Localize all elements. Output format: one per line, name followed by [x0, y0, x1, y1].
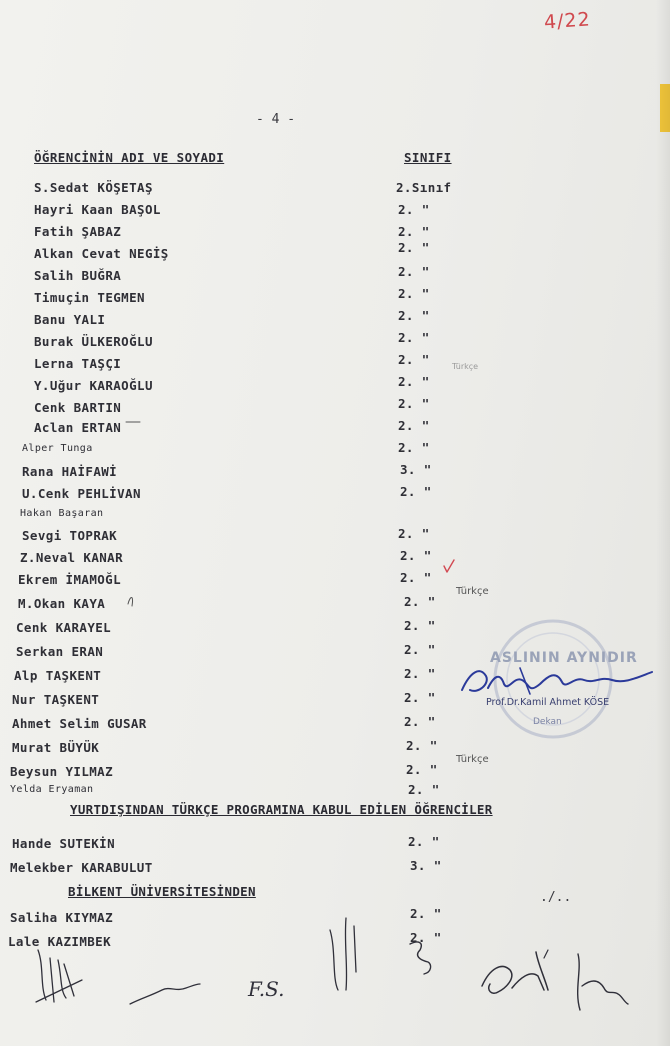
student-class: 2. "	[398, 264, 430, 279]
student-name: Hande SUTEKİN	[12, 836, 116, 851]
student-class: 2. "	[398, 396, 430, 411]
student-class: 2.Sınıf	[396, 180, 452, 195]
student-class: 2. "	[404, 666, 436, 681]
student-name: Murat BÜYÜK	[12, 740, 100, 755]
signature-4	[410, 942, 431, 974]
student-name: Alkan Cevat NEGİŞ	[34, 246, 169, 261]
stamp-text-title: Dekan	[533, 717, 562, 727]
student-name: Nur TAŞKENT	[12, 692, 100, 707]
page-number: - 4 -	[256, 112, 296, 127]
signature-6	[578, 954, 628, 1010]
student-name: Salih BUĞRA	[34, 268, 122, 283]
header-student-name: ÖĞRENCİNİN ADI VE SOYADI	[34, 150, 225, 165]
signature-2	[130, 984, 200, 1004]
student-name: Fatih ŞABAZ	[34, 224, 122, 239]
student-class: 2. "	[406, 738, 438, 753]
student-class: 2. "	[400, 548, 432, 563]
student-class: 2. "	[410, 930, 442, 945]
student-name: Ahmet Selim GUSAR	[12, 716, 147, 731]
section-title-bilkent: BİLKENT ÜNİVERSİTESİNDEN	[68, 884, 256, 899]
student-class: 2. "	[398, 224, 430, 239]
student-name: S.Sedat KÖŞETAŞ	[34, 180, 153, 195]
student-class: 2. "	[398, 374, 430, 389]
student-class: 3. "	[400, 462, 432, 477]
student-class: 2. "	[398, 308, 430, 323]
student-class: 3. "	[410, 858, 442, 873]
signature-3	[330, 918, 356, 990]
student-name: Banu YALI	[34, 312, 106, 327]
student-name: Alper Tunga	[22, 443, 93, 454]
student-name: Alp TAŞKENT	[14, 668, 102, 683]
student-class: 2. "	[408, 782, 440, 797]
student-class: 2. "	[398, 526, 430, 541]
student-class: 2. "	[406, 762, 438, 777]
student-name: Serkan ERAN	[16, 644, 104, 659]
student-class: 2. "	[398, 352, 430, 367]
student-note: Türkçe	[452, 362, 479, 371]
student-class: 2. "	[398, 240, 430, 255]
red-check-mark	[444, 560, 454, 572]
student-class: 2. "	[400, 570, 432, 585]
student-class: 2. "	[400, 484, 432, 499]
student-name: Cenk BARTIN	[34, 400, 122, 415]
student-class: 2. "	[404, 714, 436, 729]
signature-5	[482, 952, 548, 993]
header-class: SINIFI	[404, 150, 452, 165]
student-class: 2. "	[410, 906, 442, 921]
student-name: Lerna TAŞÇI	[34, 356, 122, 371]
student-name: Lale KAZIMBEK	[8, 934, 112, 949]
student-class: 2. "	[398, 418, 430, 433]
student-name: Hakan Başaran	[20, 508, 104, 519]
student-note: Türkçe	[456, 586, 489, 597]
student-class: 2. "	[398, 286, 430, 301]
continuation-mark: ./..	[540, 890, 572, 905]
student-name: Aclan ERTAN	[34, 420, 122, 435]
reference-mark: 4/22	[543, 8, 592, 34]
stamp-text-true-copy: ASLININ AYNIDIR	[490, 650, 638, 666]
student-name: Hayri Kaan BAŞOL	[34, 202, 161, 217]
bottom-initials: F.S.	[248, 977, 285, 1001]
student-class: 2. "	[404, 690, 436, 705]
student-note: Türkçe	[456, 754, 489, 765]
section-title-abroad: YURTDIŞINDAN TÜRKÇE PROGRAMINA KABUL EDİLEN ÖĞRENCİLER	[70, 802, 493, 817]
student-class: 2. "	[408, 834, 440, 849]
student-class: 2. "	[404, 594, 436, 609]
student-name: Z.Neval KANAR	[20, 550, 124, 565]
student-name: Cenk KARAYEL	[16, 620, 112, 635]
student-class: 2. "	[404, 642, 436, 657]
student-class: 2. "	[398, 202, 430, 217]
student-name: M.Okan KAYA	[18, 596, 106, 611]
student-name: Beysun YILMAZ	[10, 764, 114, 779]
page-edge-shadow	[656, 0, 670, 1046]
signature-1	[36, 950, 82, 1002]
student-class: 2. "	[398, 330, 430, 345]
student-name: Burak ÜLKEROĞLU	[34, 334, 153, 349]
student-name: Ekrem İMAMOĞL	[18, 572, 122, 587]
student-name: Rana HAİFAWİ	[22, 464, 118, 479]
student-name: U.Cenk PEHLİVAN	[22, 486, 141, 501]
student-class: 2. "	[404, 618, 436, 633]
student-name: Melekber KARABULUT	[10, 860, 153, 875]
student-name: Yelda Eryaman	[10, 784, 94, 795]
student-name: Saliha KIYMAZ	[10, 910, 114, 925]
stamp-text-signatory: Prof.Dr.Kamil Ahmet KÖSE	[486, 697, 610, 708]
student-name: Timuçin TEGMEN	[34, 290, 145, 305]
student-name: Y.Uğur KARAOĞLU	[34, 378, 153, 393]
student-class: 2. "	[398, 440, 430, 455]
student-name: Sevgi TOPRAK	[22, 528, 118, 543]
